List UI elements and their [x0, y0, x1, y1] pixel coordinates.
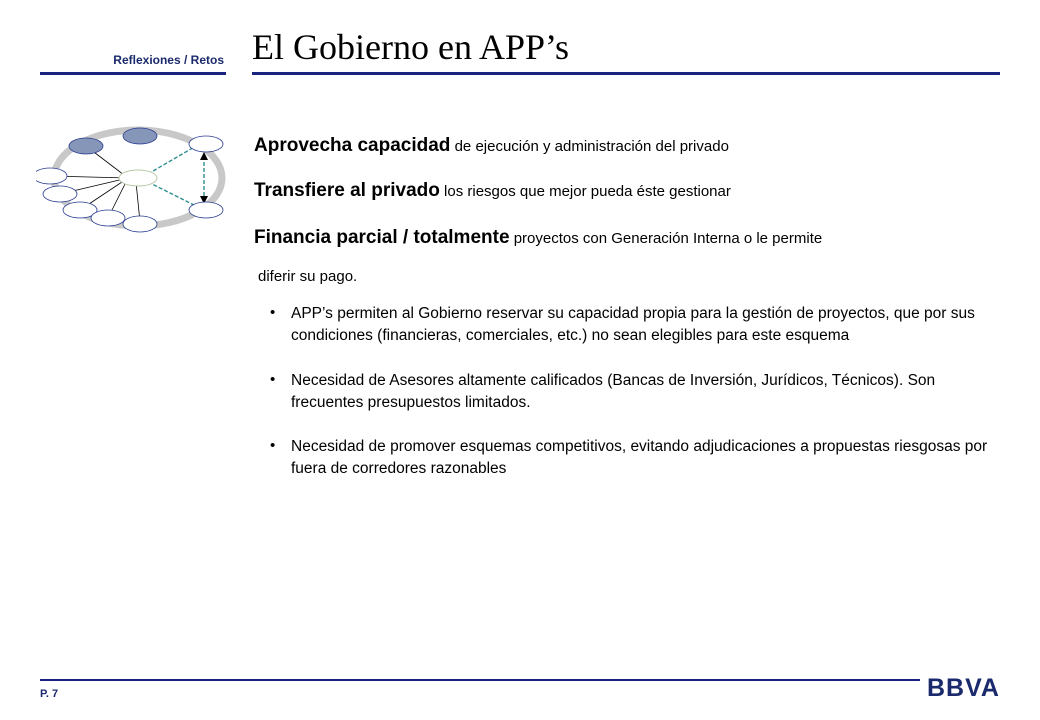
node-center — [119, 170, 157, 186]
bullet-text: Necesidad de Asesores altamente calificados (Bancas de Inversión, Jurídicos, Técnicos). Son frecuentes presupuestos limitados. — [291, 372, 936, 411]
point-3-bold: Financia parcial / totalmente — [254, 227, 510, 248]
node-left-1 — [36, 168, 67, 184]
bullet-dot: • — [270, 437, 276, 454]
point-1 — [254, 135, 729, 157]
node-filled-left — [69, 138, 103, 154]
section-rule — [40, 72, 226, 75]
bullet-item — [268, 436, 998, 480]
page-number: P. 7 — [40, 688, 59, 700]
point-2-bold: Transfiere al privado — [254, 180, 440, 201]
point-3-text: proyectos con Generación Interna o le permite — [509, 230, 823, 247]
bullet-text: APP’s permiten al Gobierno reservar su capacidad propia para la gestión de proyectos, que por sus condiciones (financieras, comerciales, etc.) no sean elegibles para este esquema — [291, 305, 975, 344]
bullet-dot: • — [270, 371, 276, 388]
point-1-text: de ejecución y administración del privado — [450, 138, 729, 155]
brand-logo: BBVA — [927, 674, 1000, 702]
point-3 — [254, 227, 822, 249]
node-bottom-1 — [91, 210, 125, 226]
bullet-dot: • — [270, 304, 276, 321]
network-diagram — [36, 122, 236, 242]
node-bottom-2 — [123, 216, 157, 232]
node-right-top — [189, 136, 223, 152]
page-title: El Gobierno en APP’s — [252, 27, 570, 67]
node-right-bottom — [189, 202, 223, 218]
title-rule — [252, 72, 1000, 75]
footer-rule — [40, 679, 920, 681]
bullet-text: Necesidad de promover esquemas competitivos, evitando adjudicaciones a propuestas riesgosas por fuera de corredores razonables — [291, 438, 988, 477]
point-2 — [254, 180, 731, 202]
point-1-bold: Aprovecha capacidad — [254, 135, 451, 156]
bullet-item — [268, 303, 998, 347]
section-label: Reflexiones / Retos — [113, 53, 224, 67]
node-left-2 — [43, 186, 77, 202]
point-2-text: los riesgos que mejor pueda éste gestionar — [439, 183, 731, 200]
bullet-list — [268, 303, 998, 480]
node-filled-top — [123, 128, 157, 144]
bullet-item — [268, 370, 998, 414]
point-3-continuation: diferir su pago. — [258, 268, 358, 285]
